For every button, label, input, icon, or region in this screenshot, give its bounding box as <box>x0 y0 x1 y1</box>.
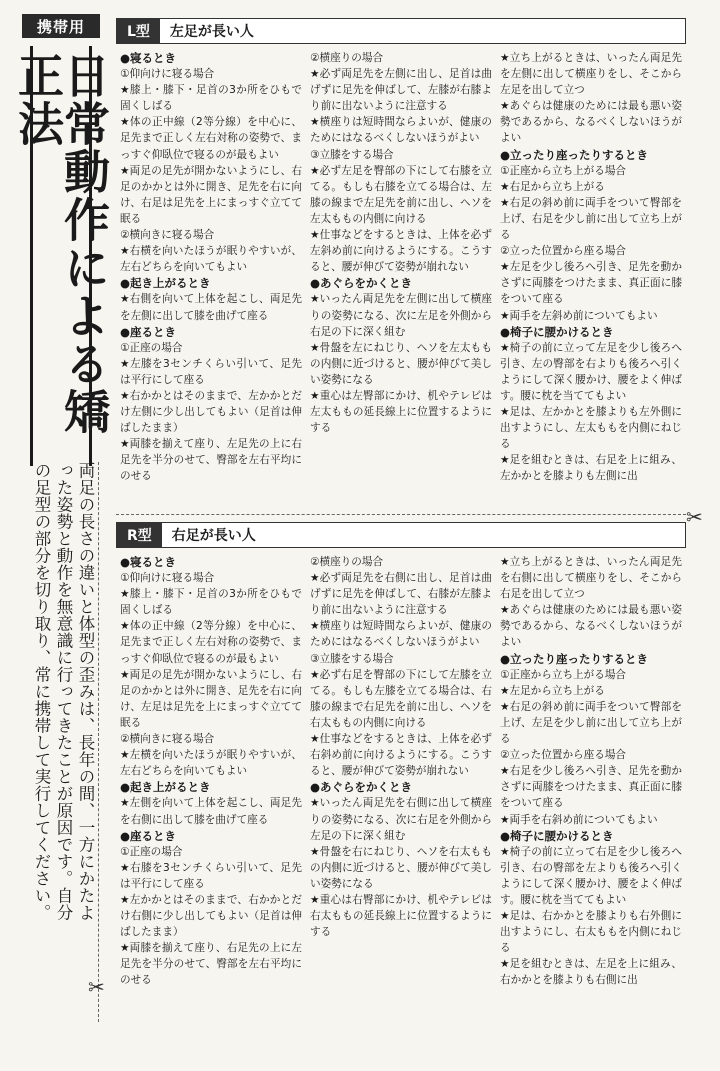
section-l-type <box>116 18 686 485</box>
instruction-item: ★足を組むときは、右足を上に組み、左かかとを膝よりも左側に出 <box>500 454 682 483</box>
sub-heading: ①仰向けに寝る場合 <box>120 68 215 81</box>
instruction-item: ★立ち上がるときは、いったん両足先を左側に出して横座りをし、そこから左足を出して立つ <box>500 52 682 97</box>
main-title: 日常動作による矯正法 <box>11 52 111 436</box>
section-r-type <box>116 522 686 989</box>
section-heading: ●寝るとき <box>120 51 177 65</box>
instruction-item: ★両足の足先が開かないようにし、右足のかかとは外に開き、足先を右に向け、左足は足先を上にまっすぐ立てて眠る <box>120 668 302 729</box>
section-heading: ●寝るとき <box>120 555 177 569</box>
sub-heading: ②横向きに寝る場合 <box>120 733 215 746</box>
sub-heading: ①正座の場合 <box>120 845 183 858</box>
section-heading: ●座るとき <box>120 324 177 339</box>
instruction-item: ★横座りは短時間ならよいが、健康のためにはなるべくしないほうがよい <box>310 620 492 649</box>
instruction-item: ★いったん両足先を左側に出して横座りの姿勢になる、次に左足を外側から右足の下に深く組む <box>310 293 492 338</box>
instruction-item: ★両足の足先が開かないようにし、右足のかかとは外に開き、足先を右に向け、右足は足先を上にまっすぐ立てて眠る <box>120 164 302 225</box>
instruction-item: ★骨盤を左にねじり、ヘソを左太ももの内側に近づけると、腰が伸びて美しい姿勢になる <box>310 341 492 386</box>
section-header <box>116 522 686 548</box>
instruction-item: ★両膝を揃えて座り、右足先の上に左足先を半分のせて、臀部を左右平均にのせる <box>120 942 302 987</box>
column <box>496 554 686 989</box>
sub-heading: ②立った位置から座る場合 <box>500 749 627 762</box>
type-description: 左足が長い人 <box>169 24 254 40</box>
instruction-item: ★必ず両足先を左側に出し、足首は曲げずに足先を伸ばして、左膝が右膝より前に出ないように注意する <box>310 68 492 113</box>
section-heading: ●椅子に腰かけるとき <box>500 828 614 843</box>
sub-heading: ①正座から立ち上がる場合 <box>500 668 627 681</box>
instruction-item: ★あぐらは健康のためには最も悪い姿勢であるから、なるべくしないほうがよい <box>500 604 682 649</box>
sub-heading: ③立膝をする場合 <box>310 148 394 161</box>
column <box>306 50 496 485</box>
intro-text-box <box>28 462 98 932</box>
scissors-icon: ✂ <box>686 505 703 529</box>
instruction-item: ★膝上・膝下・足首の3か所をひもで固くしばる <box>120 84 302 113</box>
instruction-item: ★両手を右斜め前についてもよい <box>500 813 658 826</box>
instruction-item: ★重心は左臀部にかけ、机やテレビは左太ももの延長線上に位置するようにする <box>310 389 492 435</box>
instruction-item: ★体の正中線（2等分線）を中心に、足先まで正しく左右対称の姿勢で、まっすぐ仰臥位で寝るのが最もよい <box>120 620 302 665</box>
instruction-item: ★椅子の前に立って右足を少し後ろへ引き、右の臀部を左よりも後ろへ引くようにして深く腰かけ、腰をよく伸ばす。腰に枕を当ててもよい <box>500 845 682 906</box>
instruction-item: ★左足から立ち上がる <box>500 684 605 697</box>
instruction-item: ★左足を少し後ろへ引き、足先を動かさずに両膝をつけたまま、真正面に膝をついて座る <box>500 261 682 306</box>
section-heading: ●あぐらをかくとき <box>310 780 413 795</box>
instruction-item: ★左膝を3センチくらい引いて、足先は平行にして座る <box>120 357 302 386</box>
sub-heading: ③立膝をする場合 <box>310 652 394 665</box>
instruction-item: ★足は、右かかとを膝よりも右外側に出すようにし、右太ももを内側にねじる <box>500 910 682 955</box>
instruction-item: ★右側を向いて上体を起こし、両足先を左側に出して膝を曲げて座る <box>120 293 302 322</box>
instruction-item: ★両膝を揃えて座り、左足先の上に右足先を半分のせて、臀部を左右平均にのせる <box>120 438 302 483</box>
instruction-item: ★仕事などをするときは、上体を必ず右斜め前に向けるようにする。こうすると、腰が伸びて姿勢が崩れない <box>310 733 492 778</box>
sub-heading: ②横座りの場合 <box>310 556 384 568</box>
instruction-item: ★横座りは短時間ならよいが、健康のためにはなるべくしないほうがよい <box>310 116 492 145</box>
section-heading: ●座るとき <box>120 828 177 843</box>
section-heading: ●椅子に腰かけるとき <box>500 324 614 339</box>
vertical-cut-line <box>98 462 99 1022</box>
instruction-item: ★必ず左足を臀部の下にして右膝を立てる。もしも右膝を立てる場合は、左膝の線まで左足先を前に出し、ヘソを左太ももの内側に向ける <box>310 164 492 225</box>
type-description: 右足が長い人 <box>171 528 256 544</box>
instruction-item: ★立ち上がるときは、いったん両足先を右側に出して横座りをし、そこから右足を出して立つ <box>500 556 682 601</box>
instruction-item: ★右横を向いたほうが眠りやすいが、左右どちらを向いてもよい <box>120 245 302 274</box>
intro-text: 両足の長さの違いと体型の歪みは、長年の間、一方にかたよった姿勢と動作を無意識に行ってきたことが原因です。自分の足型の部分を切り取り、常に携帯して実行してください。 <box>32 462 95 921</box>
section-heading: ●立ったり座ったりするとき <box>500 147 649 162</box>
instruction-item: ★重心は右臀部にかけ、机やテレビは右太ももの延長線上に位置するようにする <box>310 893 492 939</box>
instruction-item: ★右足を少し後ろへ引き、足先を動かさずに両膝をつけたまま、真正面に膝をついて座る <box>500 765 682 810</box>
section-heading: ●あぐらをかくとき <box>310 276 413 291</box>
instruction-item: ★右膝を3センチくらい引いて、足先は平行にして座る <box>120 861 302 890</box>
instruction-item: ★足は、左かかとを膝よりも左外側に出すようにし、左太ももを内側にねじる <box>500 406 682 451</box>
column <box>116 554 306 989</box>
column <box>116 50 306 485</box>
instruction-item: ★両手を左斜め前についてもよい <box>500 309 658 322</box>
instruction-item: ★椅子の前に立って左足を少し後ろへ引き、左の臀部を右よりも後ろへ引くようにして深く腰かけ、腰をよく伸ばす。腰に枕を当ててもよい <box>500 341 682 402</box>
section-heading: ●立ったり座ったりするとき <box>500 651 649 666</box>
sub-heading: ②立った位置から座る場合 <box>500 245 627 258</box>
sub-heading: ①正座から立ち上がる場合 <box>500 164 627 177</box>
instruction-item: ★必ず両足先を右側に出し、足首は曲げずに足先を伸ばして、右膝が左膝より前に出ないように注意する <box>310 572 492 617</box>
instruction-item: ★膝上・膝下・足首の3か所をひもで固くしばる <box>120 588 302 617</box>
horizontal-cut-line <box>116 514 686 515</box>
instruction-item: ★必ず右足を臀部の下にして左膝を立てる。もしも左膝を立てる場合は、右膝の線まで右足先を前に出し、ヘソを右太ももの内側に向ける <box>310 668 492 729</box>
column <box>496 50 686 485</box>
type-label: L型 <box>117 19 160 43</box>
instruction-item: ★体の正中線（2等分線）を中心に、足先まで正しく左右対称の姿勢で、まっすぐ仰臥位で寝るのが最もよい <box>120 116 302 161</box>
scissors-icon: ✂ <box>88 975 105 999</box>
sub-heading: ①正座の場合 <box>120 341 183 354</box>
section-columns <box>116 50 686 485</box>
instruction-item: ★右足の斜め前に両手をついて臀部を上げ、左足を少し前に出して立ち上がる <box>500 700 682 746</box>
sub-heading: ①仰向けに寝る場合 <box>120 572 215 585</box>
section-columns <box>116 554 686 989</box>
instruction-item: ★足を組むときは、左足を上に組み、右かかとを膝よりも右側に出 <box>500 958 682 987</box>
section-header <box>116 18 686 44</box>
portable-badge: 携帯用 <box>22 14 100 38</box>
section-heading: ●起き上がるとき <box>120 780 211 795</box>
type-label: R型 <box>117 523 162 547</box>
instruction-item: ★右足から立ち上がる <box>500 180 605 193</box>
instruction-item: ★左横を向いたほうが眠りやすいが、左右どちらを向いてもよい <box>120 749 302 778</box>
main-title-box <box>11 46 111 466</box>
instruction-item: ★仕事などをするときは、上体を必ず左斜め前に向けるようにする。こうすると、腰が伸びて姿勢が崩れない <box>310 229 492 274</box>
column <box>306 554 496 989</box>
sub-heading: ②横向きに寝る場合 <box>120 229 215 242</box>
section-heading: ●起き上がるとき <box>120 276 211 291</box>
instruction-item: ★あぐらは健康のためには最も悪い姿勢であるから、なるべくしないほうがよい <box>500 100 682 145</box>
instruction-item: ★右足の斜め前に両手をついて臀部を上げ、右足を少し前に出して立ち上がる <box>500 196 682 242</box>
instruction-item: ★左側を向いて上体を起こし、両足先を右側に出して膝を曲げて座る <box>120 797 302 826</box>
sub-heading: ②横座りの場合 <box>310 52 384 64</box>
instruction-item: ★骨盤を右にねじり、ヘソを右太ももの内側に近づけると、腰が伸びて美しい姿勢になる <box>310 845 492 890</box>
instruction-item: ★左かかとはそのままで、右かかとだけ右側に少し出してもよい（足首は伸ばしたまま） <box>120 893 302 939</box>
instruction-item: ★右かかとはそのままで、左かかとだけ左側に少し出してもよい（足首は伸ばしたまま） <box>120 389 302 435</box>
instruction-item: ★いったん両足先を右側に出して横座りの姿勢になる、次に右足を外側から左足の下に深く組む <box>310 797 492 842</box>
